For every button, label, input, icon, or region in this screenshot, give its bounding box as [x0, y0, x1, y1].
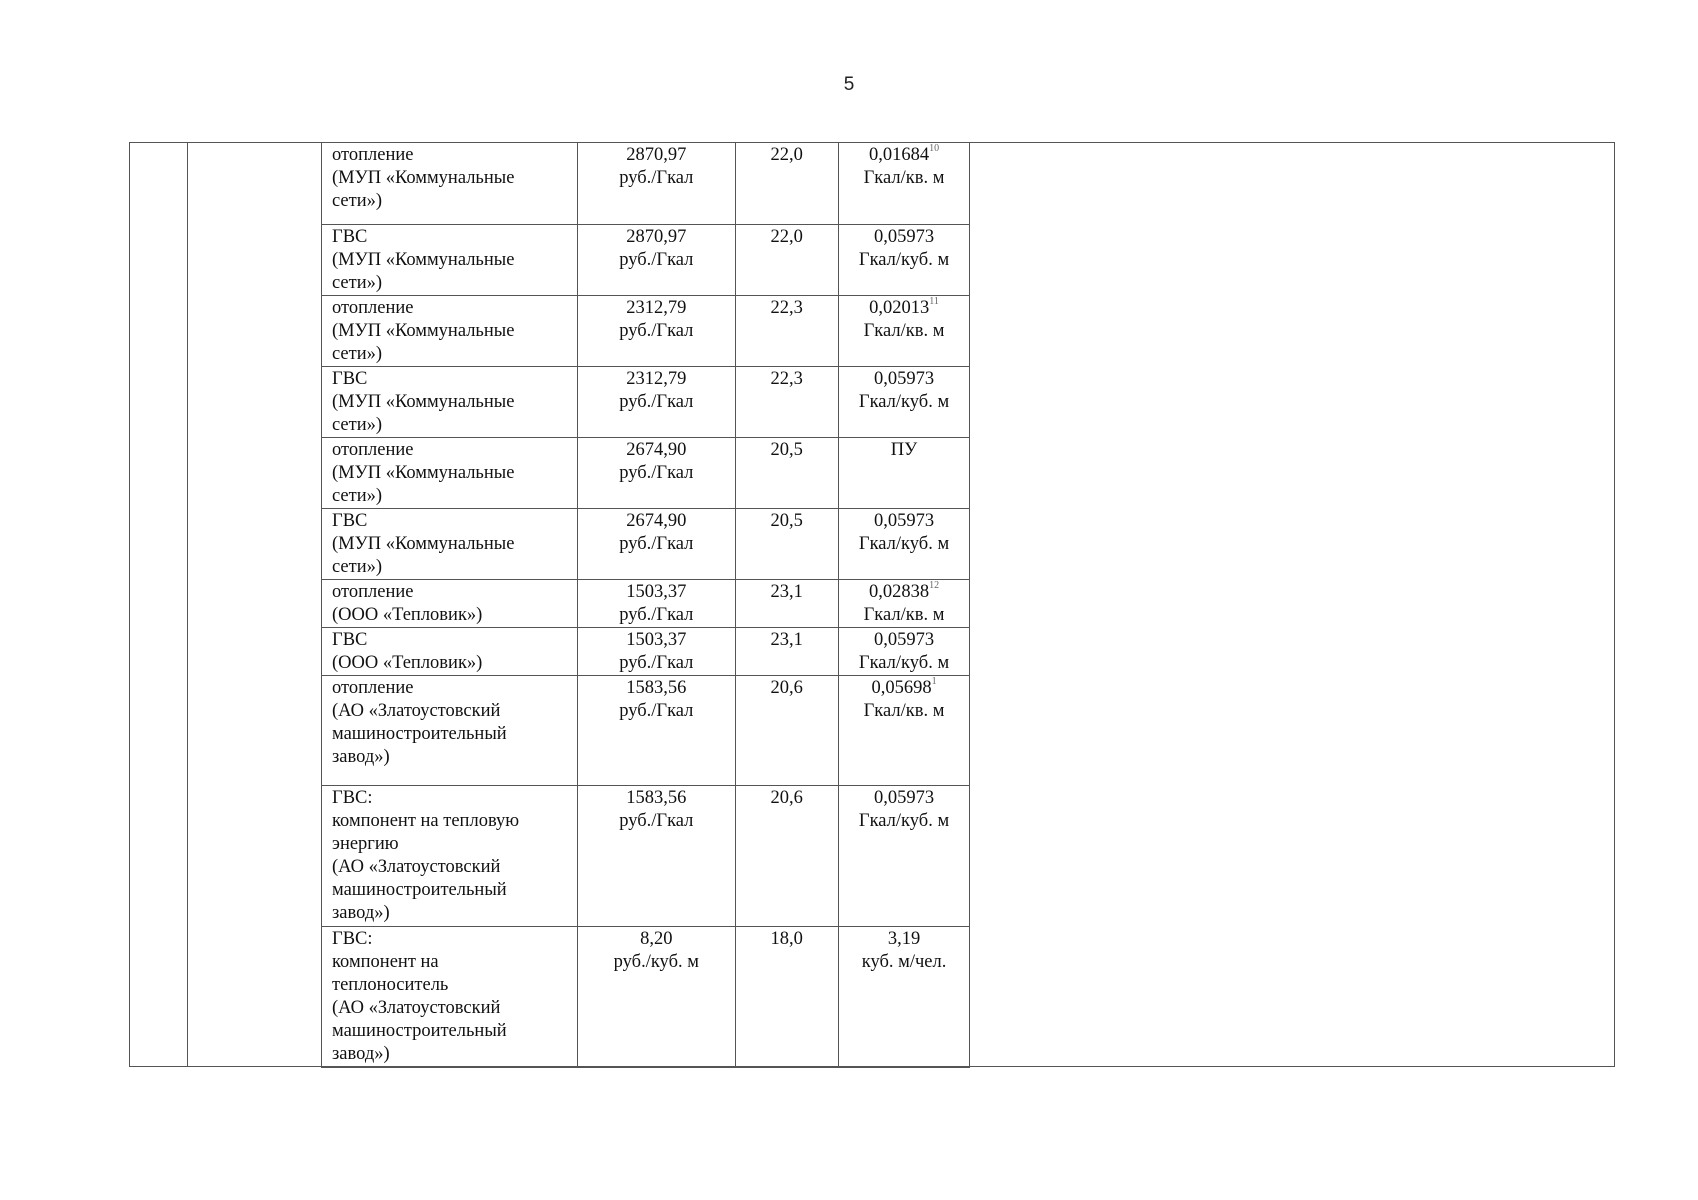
index-value: 23,1 — [770, 582, 803, 602]
norm-cell — [838, 786, 970, 927]
service-cell — [322, 143, 578, 225]
service-line: (МУП «Коммунальные — [332, 392, 515, 412]
index-cell — [735, 438, 838, 509]
empty-cell — [970, 143, 1614, 1068]
service-line: компонент на тепловую — [332, 811, 520, 831]
norm-line — [839, 368, 970, 391]
index-cell — [735, 367, 838, 438]
tariff-cell — [577, 509, 735, 580]
service-line: сети») — [332, 344, 383, 364]
tariff-cell — [577, 296, 735, 367]
tariff-value: 2870,97 — [626, 145, 687, 165]
tariff-value: 8,20 — [640, 929, 673, 949]
norm-unit: Гкал/кв. м — [863, 701, 945, 721]
service-line: (МУП «Коммунальные — [332, 463, 515, 483]
service-line: ГВС: — [332, 929, 373, 949]
tariff-unit: руб./Гкал — [619, 701, 694, 721]
norm-value: 0,05973 — [873, 788, 935, 808]
index-cell — [735, 676, 838, 786]
norm-value: ПУ — [890, 440, 918, 460]
index-value: 20,6 — [770, 788, 803, 808]
index-cell — [735, 580, 838, 628]
service-line: компонент на — [332, 952, 439, 972]
service-line: ГВС — [332, 369, 368, 389]
tariff-value: 1503,37 — [626, 630, 687, 650]
service-cell — [322, 296, 578, 367]
norm-line — [839, 226, 970, 249]
column-divider — [187, 143, 188, 1066]
service-cell — [322, 367, 578, 438]
service-line: теплоноситель — [332, 975, 449, 995]
norm-value: 0,05973 — [873, 630, 935, 650]
norm-unit: Гкал/куб. м — [858, 653, 950, 673]
tariff-table — [321, 142, 1614, 1068]
service-line: (МУП «Коммунальные — [332, 534, 515, 554]
service-line: отопление — [332, 440, 414, 460]
norm-value: 0,02013 — [869, 298, 930, 318]
service-line: (МУП «Коммунальные — [332, 168, 515, 188]
index-value: 22,3 — [770, 369, 803, 389]
norm-cell — [838, 580, 970, 628]
norm-unit: Гкал/куб. м — [858, 534, 950, 554]
service-line: завод») — [332, 903, 390, 923]
norm-unit: Гкал/куб. м — [858, 811, 950, 831]
tariff-value: 2312,79 — [626, 369, 687, 389]
index-value: 20,5 — [770, 511, 803, 531]
service-cell — [322, 580, 578, 628]
norm-value: 0,05973 — [873, 369, 935, 389]
service-line: завод») — [332, 747, 390, 767]
service-line: машиностроительный — [332, 1021, 507, 1041]
norm-cell — [838, 367, 970, 438]
norm-unit: Гкал/кв. м — [863, 605, 945, 625]
tariff-unit: руб./Гкал — [619, 534, 694, 554]
service-line: завод») — [332, 1044, 390, 1064]
service-line: (МУП «Коммунальные — [332, 250, 515, 270]
norm-cell — [838, 628, 970, 676]
tariff-table-frame — [129, 142, 1615, 1067]
tariff-value: 2674,90 — [626, 440, 687, 460]
service-line: (АО «Златоустовский — [332, 857, 501, 877]
norm-cell — [838, 296, 970, 367]
norm-line — [839, 928, 970, 951]
footnote-ref: 12 — [929, 579, 940, 591]
tariff-cell — [577, 438, 735, 509]
service-cell — [322, 927, 578, 1068]
service-line: сети») — [332, 486, 383, 506]
service-line: отопление — [332, 145, 414, 165]
service-line: отопление — [332, 582, 414, 602]
table-row — [322, 143, 1615, 225]
service-line: сети») — [332, 415, 383, 435]
tariff-value: 1583,56 — [626, 788, 687, 808]
norm-cell — [838, 509, 970, 580]
service-line: (АО «Златоустовский — [332, 998, 501, 1018]
service-line: ГВС — [332, 227, 368, 247]
norm-value: 0,05973 — [873, 227, 935, 247]
norm-value: 3,19 — [887, 929, 921, 949]
norm-value: 0,01684 — [868, 145, 930, 165]
service-cell — [322, 628, 578, 676]
index-value: 22,0 — [770, 227, 803, 247]
index-value: 20,6 — [770, 678, 803, 698]
norm-line — [839, 510, 970, 533]
service-line: (АО «Златоустовский — [332, 701, 501, 721]
tariff-unit: руб./Гкал — [619, 605, 694, 625]
service-cell — [322, 786, 578, 927]
index-cell — [735, 786, 838, 927]
norm-line — [839, 439, 970, 462]
norm-line — [839, 144, 970, 167]
service-line: машиностроительный — [332, 880, 507, 900]
norm-line — [839, 787, 970, 810]
service-line: отопление — [332, 298, 414, 318]
tariff-table-body — [322, 143, 1615, 1068]
tariff-unit: руб./Гкал — [619, 321, 694, 341]
norm-line — [839, 581, 970, 604]
page-number: 5 — [843, 74, 855, 95]
tariff-cell — [577, 367, 735, 438]
norm-unit: Гкал/куб. м — [858, 392, 950, 412]
service-cell — [322, 676, 578, 786]
norm-unit: Гкал/куб. м — [858, 250, 950, 270]
tariff-value: 1503,37 — [626, 582, 687, 602]
service-line: (ООО «Тепловик») — [332, 605, 483, 625]
tariff-cell — [577, 143, 735, 225]
tariff-cell — [577, 225, 735, 296]
index-value: 18,0 — [770, 929, 803, 949]
index-cell — [735, 628, 838, 676]
service-line: сети») — [332, 273, 383, 293]
tariff-value: 1583,56 — [626, 678, 687, 698]
norm-value: 0,05698 — [871, 678, 932, 698]
tariff-unit: руб./Гкал — [619, 811, 694, 831]
tariff-cell — [577, 927, 735, 1068]
service-line: ГВС: — [332, 788, 373, 808]
norm-unit: куб. м/чел. — [861, 952, 947, 972]
service-line: ГВС — [332, 630, 368, 650]
tariff-unit: руб./Гкал — [619, 653, 694, 673]
norm-line — [839, 629, 970, 652]
tariff-cell — [577, 676, 735, 786]
footnote-ref: 10 — [929, 142, 940, 154]
tariff-cell — [577, 580, 735, 628]
tariff-cell — [577, 628, 735, 676]
norm-cell — [838, 438, 970, 509]
service-line: сети») — [332, 191, 383, 211]
footnote-ref: 1 — [931, 675, 937, 687]
index-value: 20,5 — [770, 440, 803, 460]
service-line: отопление — [332, 678, 414, 698]
norm-cell — [838, 143, 970, 225]
tariff-unit: руб./Гкал — [619, 250, 694, 270]
index-value: 23,1 — [770, 630, 803, 650]
service-line: энергию — [332, 834, 399, 854]
index-cell — [735, 927, 838, 1068]
norm-cell — [838, 676, 970, 786]
norm-value: 0,02838 — [868, 582, 930, 602]
norm-line — [839, 297, 970, 320]
service-cell — [322, 225, 578, 296]
index-value: 22,0 — [770, 145, 803, 165]
tariff-unit: руб./Гкал — [619, 463, 694, 483]
service-line: ГВС — [332, 511, 368, 531]
index-cell — [735, 143, 838, 225]
service-line: (ООО «Тепловик») — [332, 653, 483, 673]
norm-unit: Гкал/кв. м — [863, 321, 945, 341]
index-cell — [735, 296, 838, 367]
tariff-unit: руб./куб. м — [613, 952, 699, 972]
index-cell — [735, 225, 838, 296]
norm-line — [839, 677, 970, 700]
service-cell — [322, 509, 578, 580]
norm-cell — [838, 927, 970, 1068]
footnote-ref: 11 — [929, 295, 939, 307]
norm-value: 0,05973 — [873, 511, 935, 531]
service-line: (МУП «Коммунальные — [332, 321, 515, 341]
norm-cell — [838, 225, 970, 296]
index-cell — [735, 509, 838, 580]
service-line: машиностроительный — [332, 724, 507, 744]
service-line: сети») — [332, 557, 383, 577]
tariff-unit: руб./Гкал — [619, 392, 694, 412]
norm-unit: Гкал/кв. м — [863, 168, 945, 188]
tariff-cell — [577, 786, 735, 927]
tariff-value: 2870,97 — [626, 227, 687, 247]
service-cell — [322, 438, 578, 509]
index-value: 22,3 — [770, 298, 803, 318]
tariff-unit: руб./Гкал — [619, 168, 694, 188]
tariff-value: 2674,90 — [626, 511, 687, 531]
tariff-value: 2312,79 — [626, 298, 687, 318]
